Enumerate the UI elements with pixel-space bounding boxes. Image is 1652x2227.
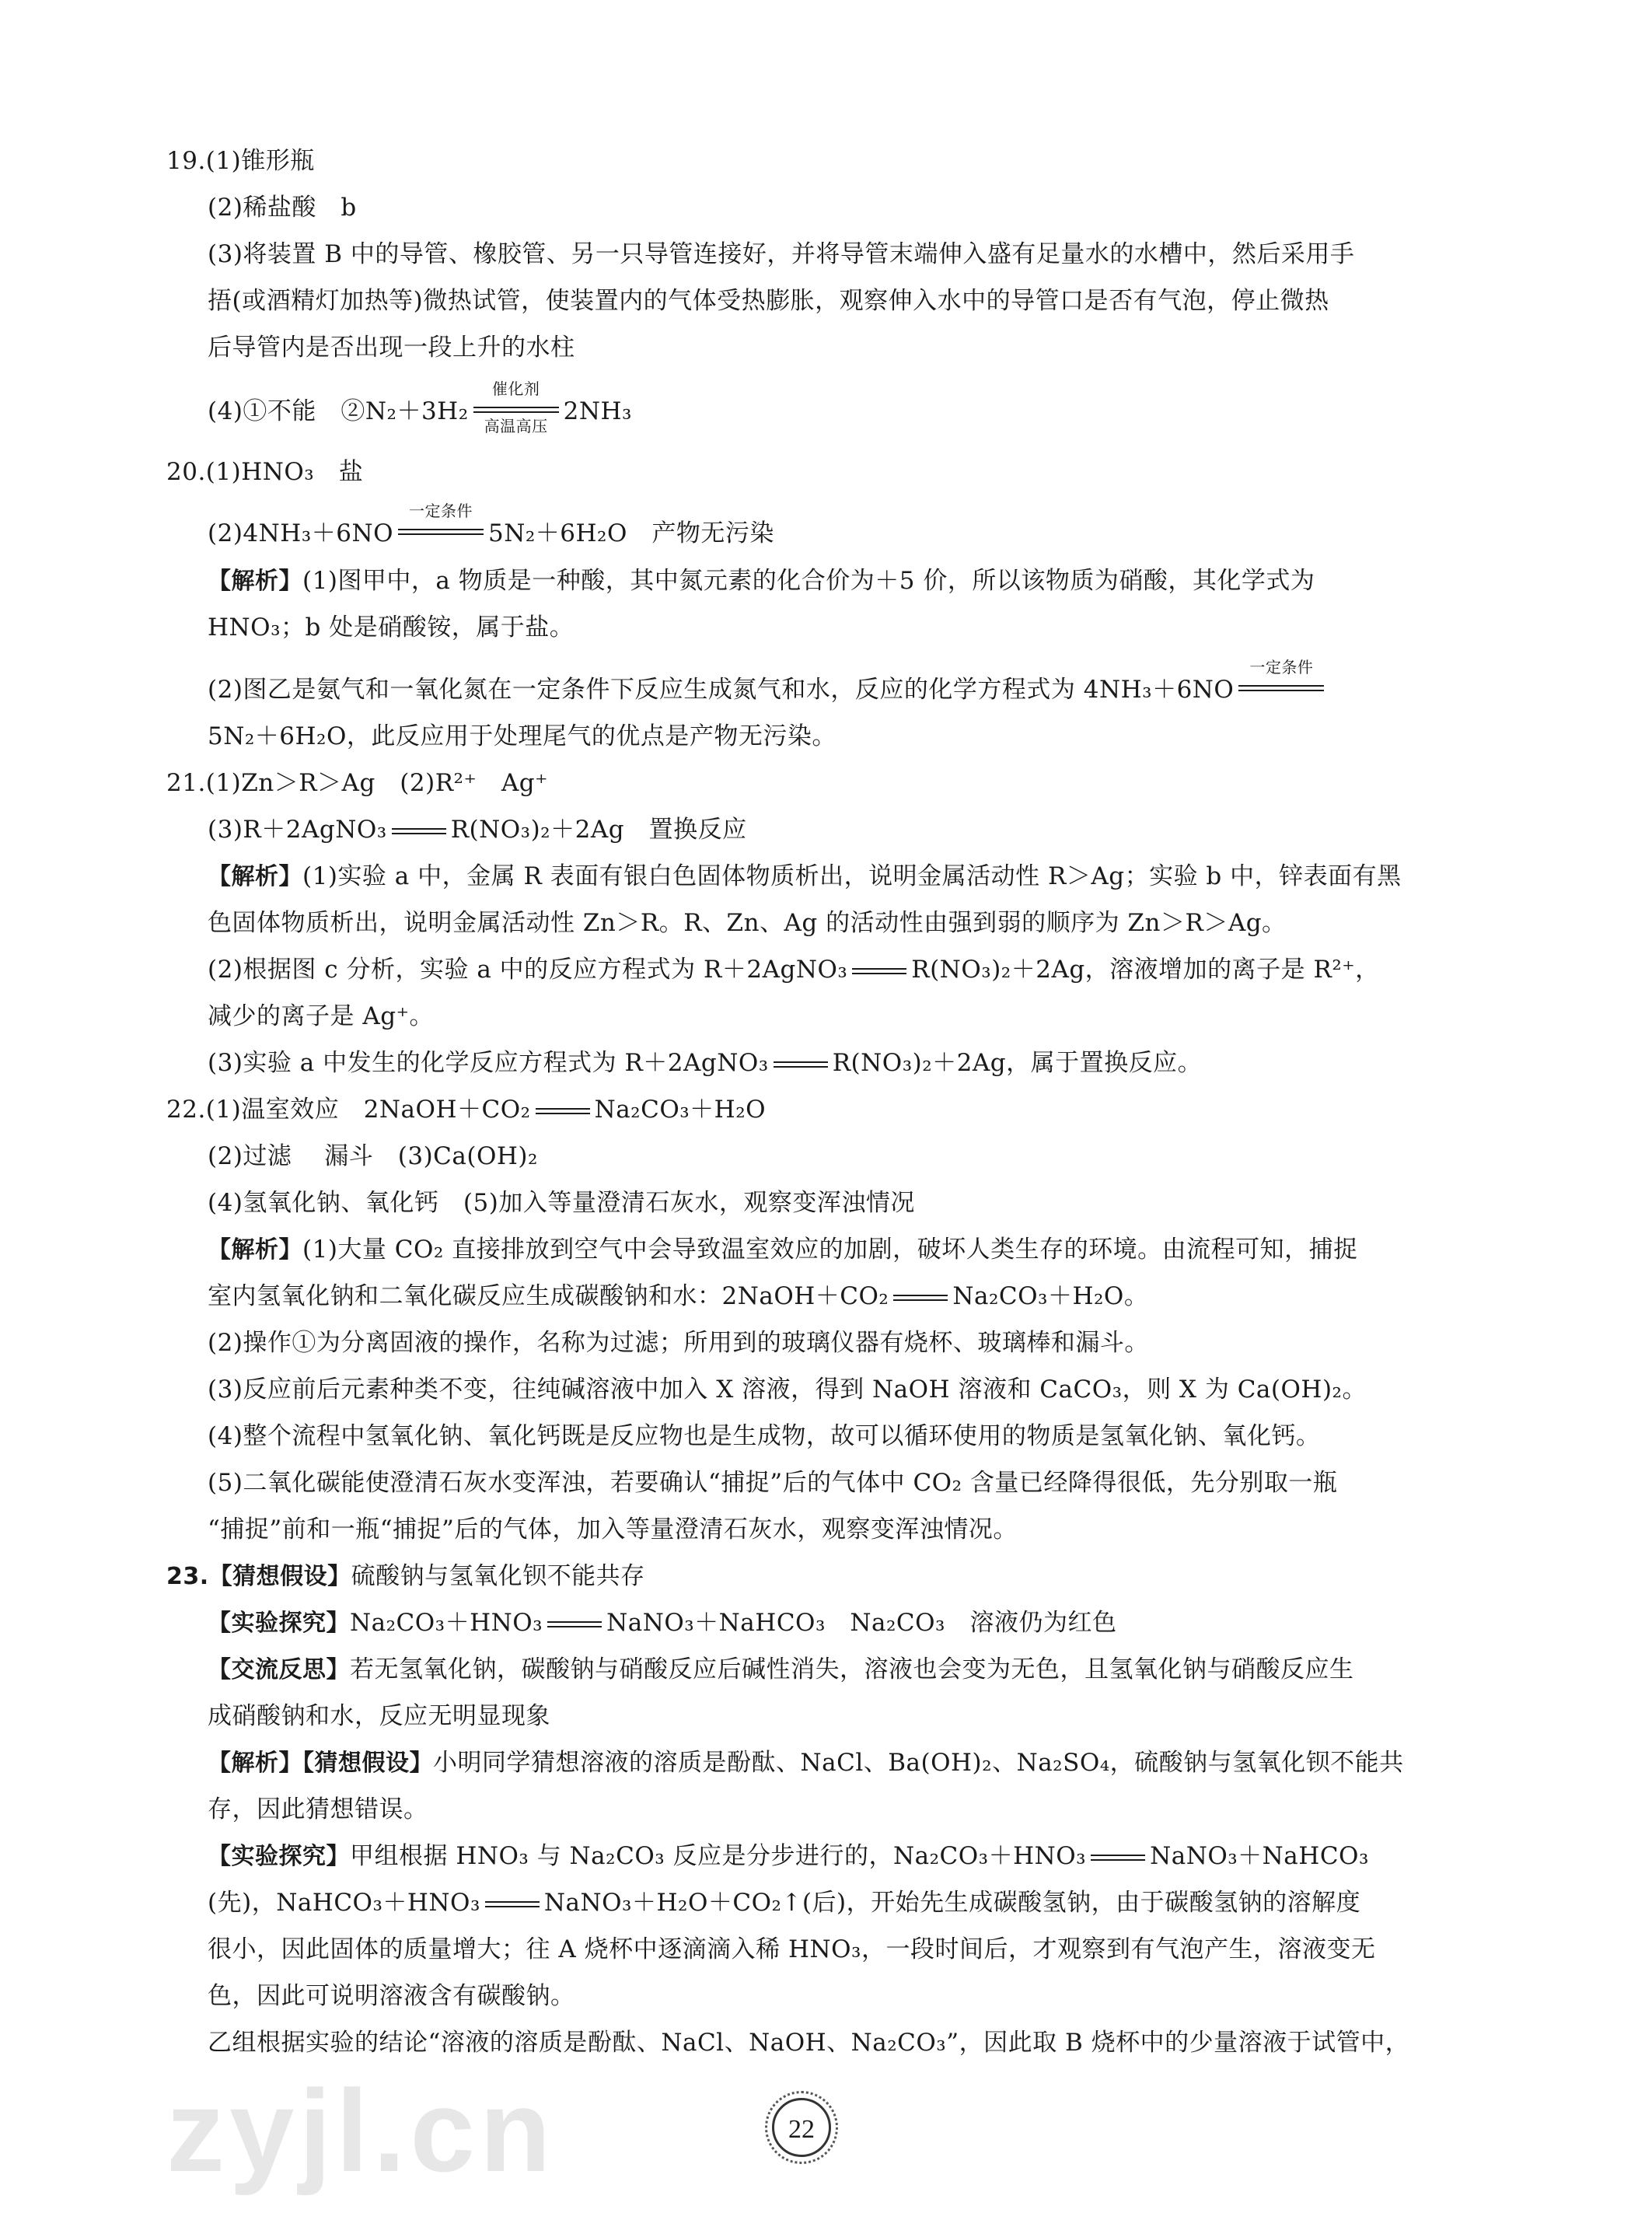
- equals-sign: [893, 1292, 948, 1303]
- reaction-arrow: 一定条件: [398, 526, 484, 541]
- q22-analysis-4: (3)反应前后元素种类不变，往纯碱溶液中加入 X 溶液，得到 NaOH 溶液和 CaCO₃，则 X 为 Ca(OH)₂。: [208, 1376, 1367, 1404]
- equals-sign: [774, 1059, 828, 1070]
- q21-analysis-1: 【解析】(1)实验 a 中，金属 R 表面有银白色固体物质析出，说明金属活动性 R＞Ag；实验 b 中，锌表面有黑: [208, 862, 1402, 890]
- reaction-arrow: 一定条件: [1238, 682, 1324, 697]
- q19-eq-left: (4)①不能 ②N₂＋3H₂: [208, 397, 469, 425]
- equals-sign: [536, 1106, 590, 1117]
- q21-analysis-4: 减少的离子是 Ag⁺。: [208, 1002, 434, 1030]
- q21-line-1: 21.(1)Zn＞R＞Ag (2)R²⁺ Ag⁺: [166, 769, 548, 797]
- equals-sign: [392, 826, 446, 837]
- q23-analysis-1: 【解析】【猜想假设】小明同学猜想溶液的溶质是酚酞、NaCl、Ba(OH)₂、Na₂SO₄，硫酸钠与氢氧化钡不能共: [208, 1749, 1404, 1777]
- q21-analysis-3: (2)根据图 c 分析，实验 a 中的反应方程式为 R＋2AgNO₃ R(NO₃)₂＋2Ag，溶液增加的离子是 R²⁺，: [208, 956, 1380, 984]
- analysis-tag: 【解析】: [208, 863, 302, 890]
- q19-line-1: 19.(1)锥形瓶: [166, 147, 315, 175]
- q22-line-1: 22.(1)温室效应 2NaOH＋CO₂ Na₂CO₃＋H₂O: [166, 1096, 767, 1124]
- q21-analysis-2: 色固体物质析出，说明金属活动性 Zn＞R。R、Zn、Ag 的活动性由强到弱的顺序为 Zn＞R＞Ag。: [208, 909, 1287, 937]
- q19-line-4: 捂(或酒精灯加热等)微热试管，使装置内的气体受热膨胀，观察伸入水中的导管口是否有气泡，停止微热: [208, 287, 1329, 315]
- watermark: zyjl.cn: [166, 2065, 556, 2196]
- q21-line-2: (3)R＋2AgNO₃ R(NO₃)₂＋2Ag 置换反应: [208, 816, 747, 844]
- q23-line-2: 【实验探究】Na₂CO₃＋HNO₃ NaNO₃＋NaHCO₃ Na₂CO₃ 溶液仍为红色: [208, 1609, 1117, 1637]
- q23-analysis-4: (先)，NaHCO₃＋HNO₃ NaNO₃＋H₂O＋CO₂↑(后)，开始先生成碳酸氢钠，由于碳酸氢钠的溶解度: [208, 1889, 1361, 1917]
- q20-line-1: 20.(1)HNO₃ 盐: [166, 458, 364, 486]
- q19-line-5: 后导管内是否出现一段上升的水柱: [208, 334, 575, 362]
- q22-analysis-3: (2)操作①为分离固液的操作，名称为过滤；所用到的玻璃仪器有烧杯、玻璃棒和漏斗。: [208, 1329, 1149, 1357]
- q23-line-1: 23.【猜想假设】硫酸钠与氢氧化钡不能共存: [166, 1562, 645, 1590]
- q23-analysis-3: 【实验探究】甲组根据 HNO₃ 与 Na₂CO₃ 反应是分步进行的，Na₂CO₃＋HNO₃ NaNO₃＋NaHCO₃: [208, 1842, 1369, 1870]
- q22-line-3: (4)氢氧化钠、氧化钙 (5)加入等量澄清石灰水，观察变浑浊情况: [208, 1189, 915, 1217]
- q19-line-3: (3)将装置 B 中的导管、橡胶管、另一只导管连接好，并将导管末端伸入盛有足量水的水槽中，然后采用手: [208, 240, 1355, 268]
- q20-analysis-1: 【解析】(1)图甲中，a 物质是一种酸，其中氮元素的化合价为＋5 价，所以该物质为硝酸，其化学式为: [208, 567, 1315, 595]
- q20-analysis-2: HNO₃；b 处是硝酸铵，属于盐。: [208, 614, 575, 642]
- q22-analysis-5: (4)整个流程中氢氧化钠、氧化钙既是反应物也是生成物，故可以循环使用的物质是氢氧化钠、氧化钙。: [208, 1422, 1321, 1450]
- equals-sign: [852, 966, 906, 977]
- equals-sign: [1091, 1852, 1145, 1863]
- equals-sign: [485, 1899, 540, 1910]
- q23-line-4: 成硝酸钠和水，反应无明显现象: [208, 1702, 550, 1730]
- q23-analysis-2: 存，因此猜想错误。: [208, 1795, 428, 1823]
- q19-line-2: (2)稀盐酸 b: [208, 194, 357, 222]
- analysis-tag: 【解析】: [208, 1236, 302, 1264]
- q22-line-2: (2)过滤 漏斗 (3)Ca(OH)₂: [208, 1142, 538, 1170]
- q20-line-2: (2)4NH₃＋6NO 一定条件 5N₂＋6H₂O 产物无污染: [208, 502, 774, 547]
- q21-analysis-5: (3)实验 a 中发生的化学反应方程式为 R＋2AgNO₃ R(NO₃)₂＋2Ag，属于置换反应。: [208, 1049, 1203, 1077]
- page-number: 22: [772, 2098, 831, 2157]
- q22-analysis-2: 室内氢氧化钠和二氧化碳反应生成碳酸钠和水：2NaOH＋CO₂ Na₂CO₃＋H₂O。: [208, 1282, 1149, 1310]
- q22-analysis-7: “捕捉”前和一瓶“捕捉”后的气体，加入等量澄清石灰水，观察变浑浊情况。: [208, 1516, 1018, 1544]
- reaction-arrow: 催化剂 高温高压: [473, 404, 559, 419]
- q20-analysis-4: 5N₂＋6H₂O，此反应用于处理尾气的优点是产物无污染。: [208, 722, 836, 750]
- q19-eq-right: 2NH₃: [563, 397, 632, 425]
- q23-analysis-6: 色，因此可说明溶液含有碳酸钠。: [208, 1982, 575, 2010]
- q19-line-6: [208, 379, 632, 435]
- equals-sign: [547, 1619, 602, 1630]
- q23-analysis-5: 很小，因此固体的质量增大；往 A 烧杯中逐滴滴入稀 HNO₃，一段时间后，才观察到有气泡产生，溶液变无: [208, 1935, 1376, 1963]
- q22-analysis-1: 【解析】(1)大量 CO₂ 直接排放到空气中会导致温室效应的加剧，破坏人类生存的环境。由流程可知，捕捉: [208, 1236, 1358, 1264]
- analysis-tag: 【解析】: [208, 568, 302, 595]
- q22-analysis-6: (5)二氧化碳能使澄清石灰水变浑浊，若要确认“捕捉”后的气体中 CO₂ 含量已经降得很低，先分别取一瓶: [208, 1469, 1338, 1497]
- q20-analysis-3: (2)图乙是氨气和一氧化氮在一定条件下反应生成氮气和水，反应的化学方程式为 4NH₃＋6NO 一定条件: [208, 673, 1329, 706]
- q23-analysis-7: 乙组根据实验的结论“溶液的溶质是酚酞、NaCl、NaOH、Na₂CO₃”，因此取 B 烧杯中的少量溶液于试管中，: [208, 2029, 1410, 2057]
- q23-line-3: 【交流反思】若无氢氧化钠，碳酸钠与硝酸反应后碱性消失，溶液也会变为无色，且氢氧化钠与硝酸反应生: [208, 1655, 1354, 1683]
